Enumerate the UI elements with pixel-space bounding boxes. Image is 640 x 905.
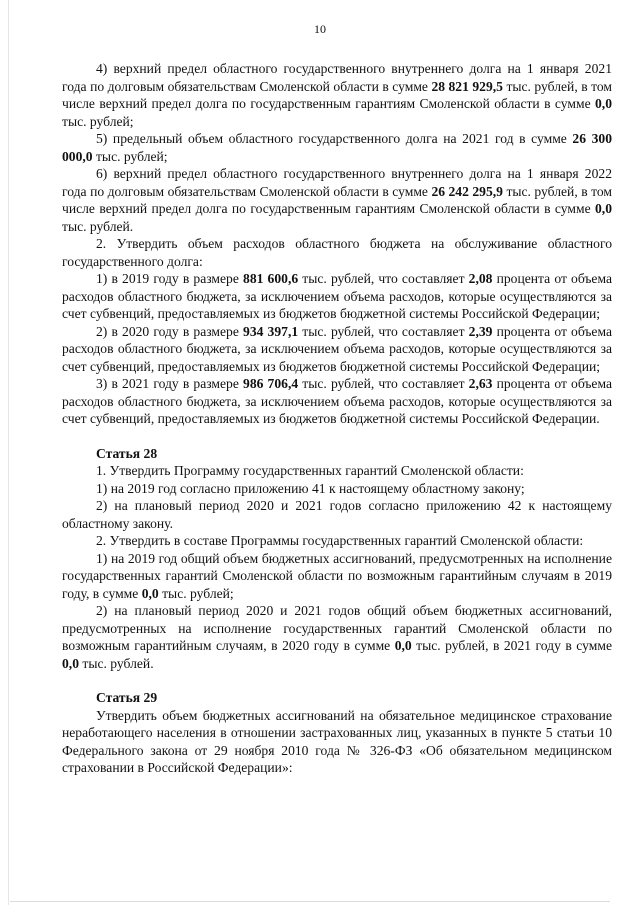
paragraph-p9 [62,480,612,498]
emphasized-value: 2,08 [468,271,493,286]
scan-edge-bottom [10,901,610,902]
text-run: процента от объема расходов областного бюджета, за исключением объема расходов, которые осуществляются за счет субвенций, предоставляемых из бюджетов бюджетной системы Российской Федерации. [62,376,613,426]
paragraph-p7 [62,375,612,428]
paragraph-p10 [62,497,612,532]
text-run: тыс. рублей. [62,218,134,234]
paragraph-p3 [62,165,612,235]
text-run: 1) на 2019 год общий объем бюджетных ассигнований, предусмотренных на исполнение государственных гарантий Смоленской области по возможным гарантийным случаям в 2019 году, в сумме [62,550,612,601]
text-run: 2) в 2020 году в размере [96,323,244,339]
emphasized-value: 2,63 [468,376,493,391]
page-number: 10 [314,22,326,36]
paragraph-p6 [62,323,612,376]
document-body [62,60,612,777]
emphasized-value: 934 397,1 [243,323,299,339]
section-spacer [62,428,612,445]
text-run: 2) на плановый период 2020 и 2021 годов согласно приложению 42 к настоящему областному закону. [62,498,612,531]
section-spacer [62,672,612,689]
text-run: 5) предельный объем областного государственного долга на 2021 год в сумме [96,131,573,146]
text-run: тыс. рублей, что составляет [298,271,469,286]
text-run: тыс. рублей; [62,113,134,129]
text-run: Утвердить объем бюджетных ассигнований на обязательное медицинское страхование неработающего населения в отношении застрахованных лиц, указанных в пункте 5 статьи 10 Федерального закона от 29 ноября 2010 года № 326-ФЗ «Об обязательном медицинском страховании в Российской Федерации»: [62,707,612,775]
text-run: тыс. рублей, что составляет [298,376,469,391]
emphasized-value: 0,0 [394,638,412,653]
paragraph-p4 [62,235,612,270]
text-run: тыс. рублей, в том числе верхний предел долга по государственным гарантиям Смоленской области в сумме [62,183,612,216]
text-run: 4) верхний предел областного государственного внутреннего долга на 1 января 2021 года по долговым обязательствам Смоленской области в сумме [62,61,612,94]
text-run: тыс. рублей. [79,655,154,671]
paragraph-p12 [62,550,612,603]
paragraph-p14 [62,707,612,777]
paragraph-p2 [62,130,612,165]
text-run: процента от объема расходов областного бюджета, за исключением объема расходов, которые осуществляются за счет субвенций, предоставляемых из бюджетов бюджетной системы Российской Федерации; [62,271,613,321]
text-run: тыс. рублей; [158,585,234,601]
paragraph-p5 [62,270,612,323]
text-run: 3) в 2021 году в размере [96,376,244,391]
paragraph-p1 [62,60,612,130]
emphasized-value: 2,39 [468,323,493,339]
text-run: 2. Утвердить в составе Программы государственных гарантий Смоленской области: [96,533,584,548]
emphasized-value: 26 242 295,9 [431,183,503,199]
text-run: тыс. рублей; [92,148,168,164]
paragraph-p8 [62,462,612,480]
article-heading: Статья 29 [96,690,158,705]
emphasized-value: 881 600,6 [243,271,299,286]
paragraph-p13 [62,602,612,672]
text-run: 2) на плановый период 2020 и 2021 годов общий объем бюджетных ассигнований, предусмотренных на исполнение государственных гарантий Смоленской области по возможным гарантийным случаям, в 2020 году в сумме [62,603,612,653]
text-run: процента от объема расходов областного бюджета, за исключением объема расходов, которые осуществляются за счет субвенций, предоставляемых из бюджетов бюджетной системы Российской Федерации; [62,323,613,374]
emphasized-value: 28 821 929,5 [431,78,503,94]
article-heading: Статья 28 [96,445,158,461]
text-run: 1. Утвердить Программу государственных гарантий Смоленской области: [96,463,524,478]
emphasized-value: 0,0 [141,585,159,601]
text-run: 2. Утвердить объем расходов областного бюджета на обслуживание областного государственного долга: [62,236,612,269]
emphasized-value: 986 706,4 [243,376,299,391]
emphasized-value: 0,0 [595,96,612,111]
emphasized-value: 0,0 [62,655,79,671]
text-run: тыс. рублей, что составляет [298,323,469,339]
text-run: тыс. рублей, в 2021 году в сумме [411,638,612,653]
scan-edge-left [8,0,9,905]
paragraph-p11 [62,532,612,550]
emphasized-value: 26 300 000,0 [62,131,612,164]
text-run: 1) на 2019 год согласно приложению 41 к настоящему областному закону; [96,480,525,496]
text-run: 6) верхний предел областного государственного внутреннего долга на 1 января 2022 года по долговым обязательствам Смоленской области в сумме [62,166,612,199]
text-run: 1) в 2019 году в размере [96,271,244,286]
text-run: тыс. рублей, в том числе верхний предел долга по государственным гарантиям Смоленской области в сумме [62,78,612,111]
emphasized-value: 0,0 [595,201,612,216]
